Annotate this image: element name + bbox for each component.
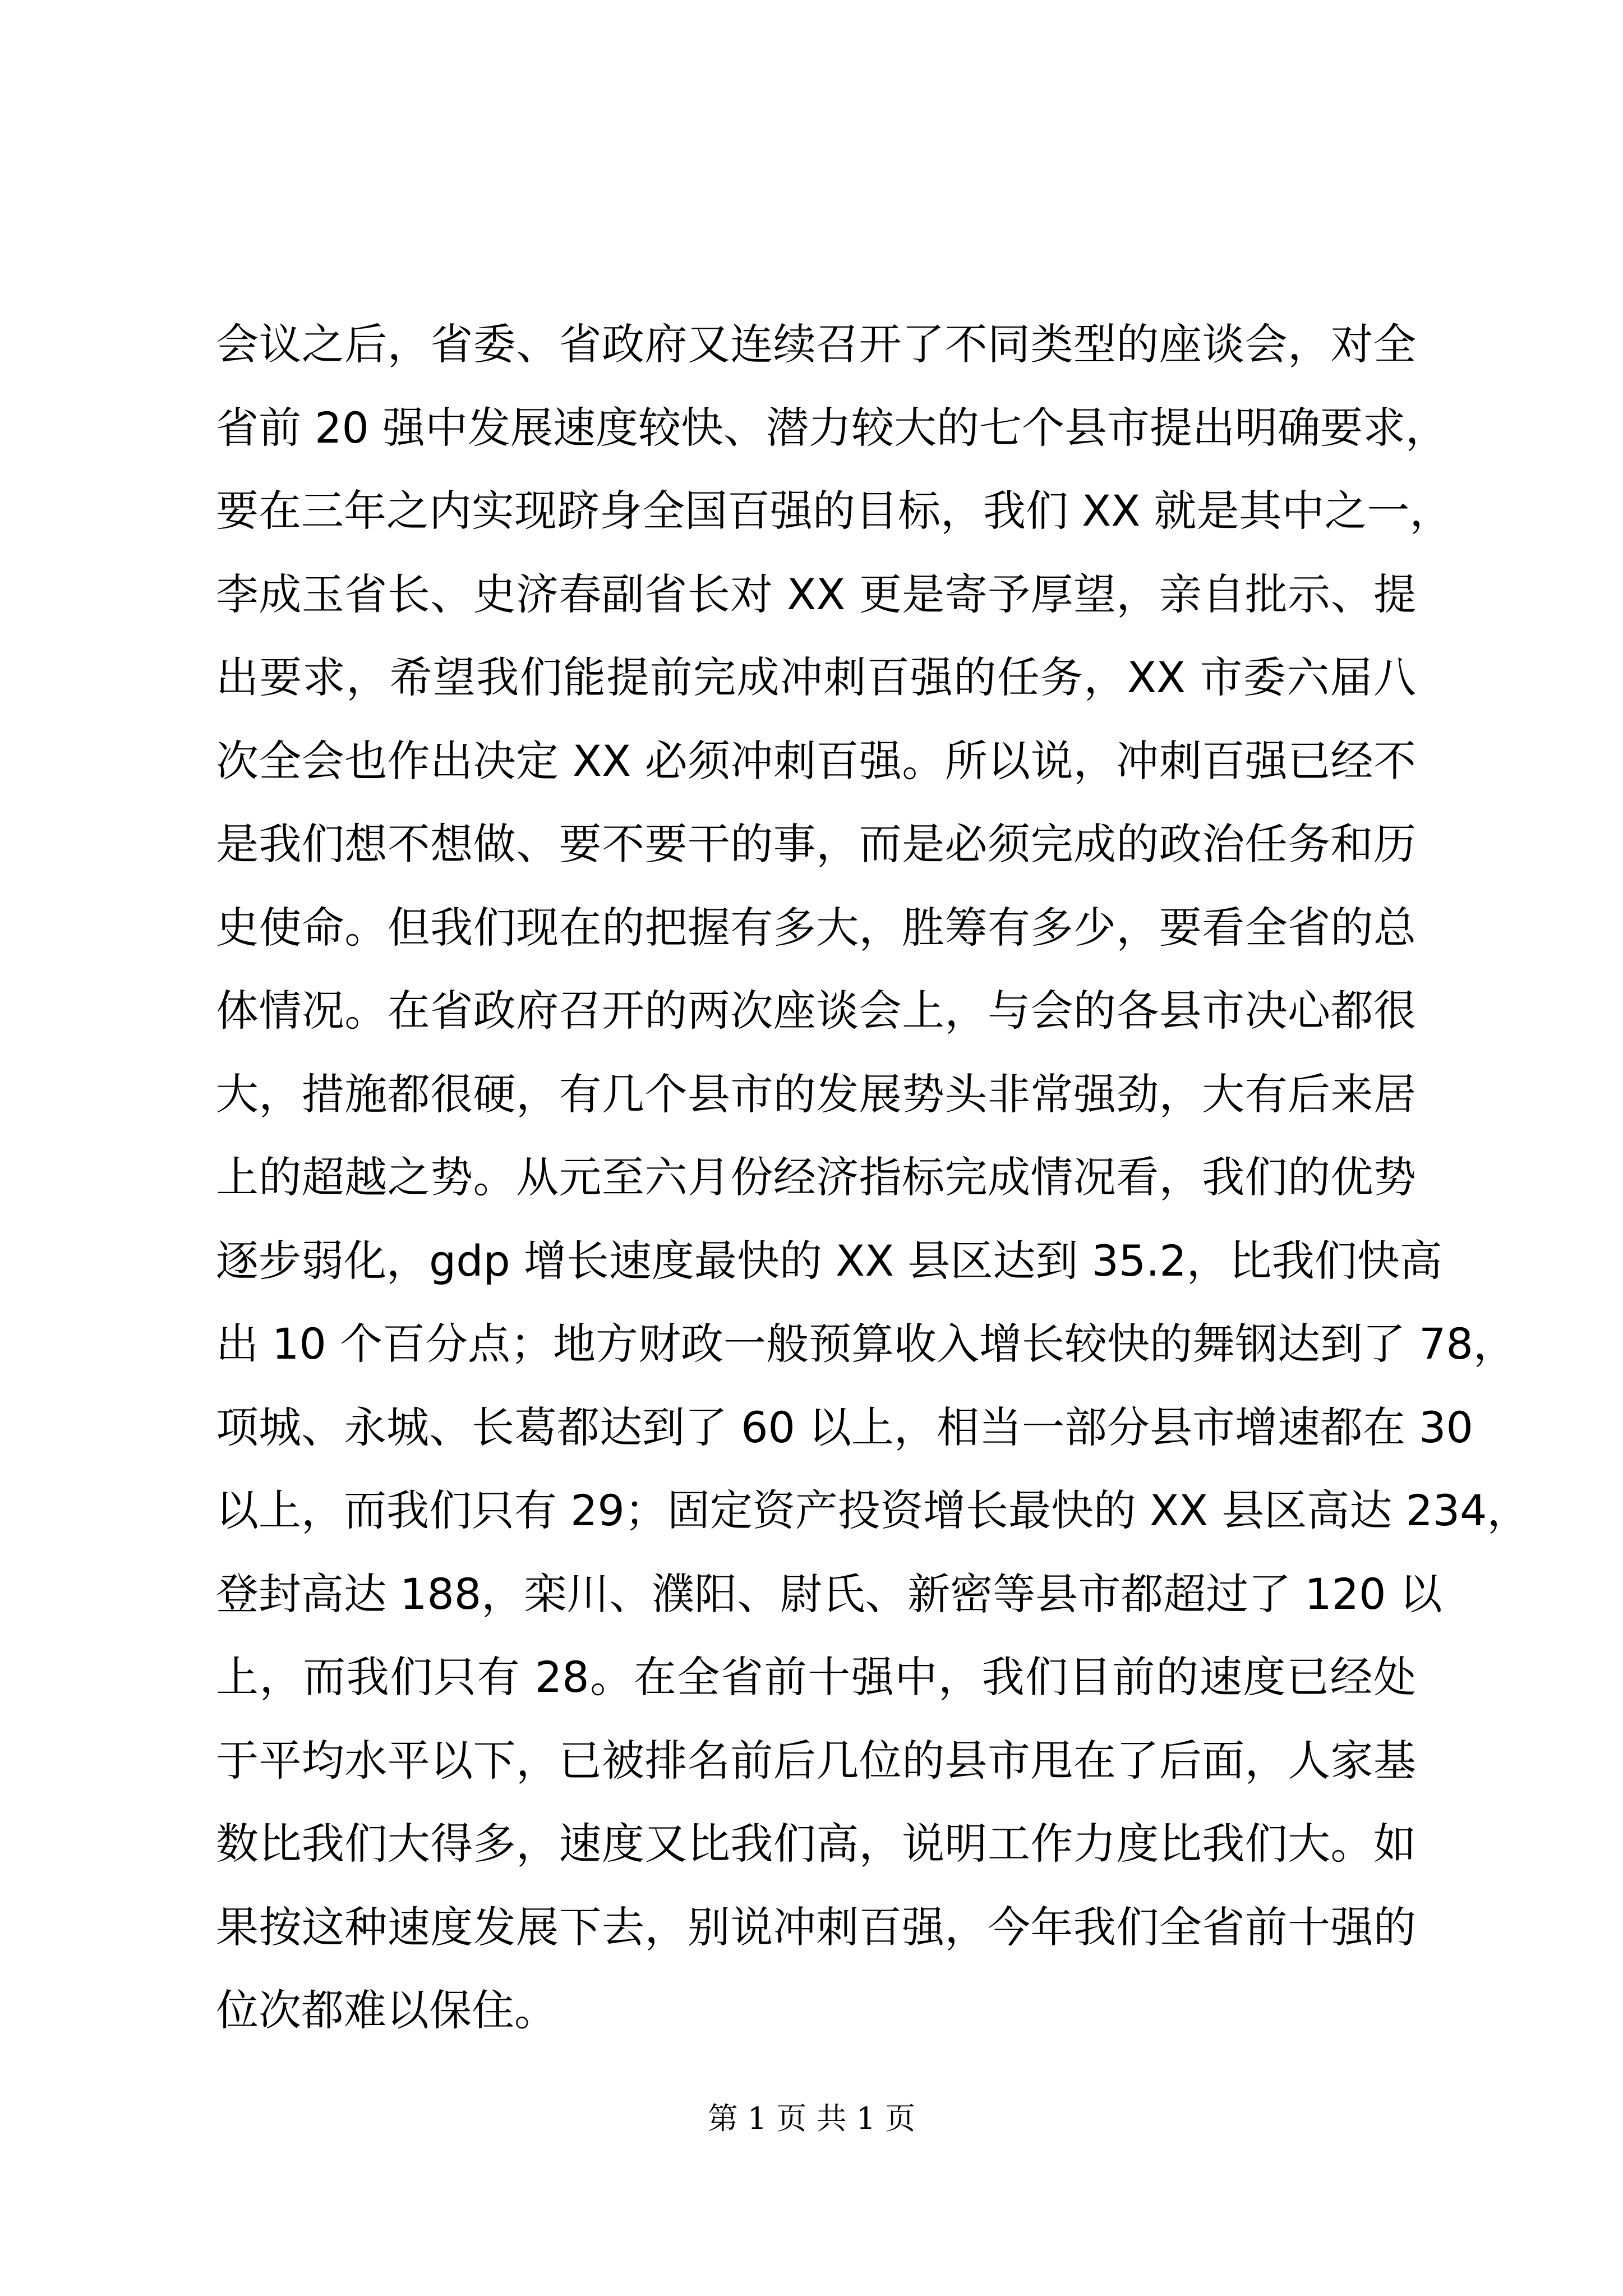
text-line: 会议之后，省委、省政府又连续召开了不同类型的座谈会，对全: [216, 319, 1416, 369]
text-line: 数比我们大得多，速度又比我们高，说明工作力度比我们大。如: [216, 1819, 1416, 1869]
body-paragraph: [216, 303, 1530, 2053]
text-line: 是我们想不想做、要不要干的事，而是必须完成的政治任务和历: [216, 819, 1416, 869]
text-line: 项城、永城、长葛都达到了 60 以上，相当一部分县市增速都在 30: [216, 1402, 1473, 1452]
page-number-footer: 第 1 页 共 1 页: [707, 2101, 916, 2136]
text-line: 体情况。在省政府召开的两次座谈会上，与会的各县市决心都很: [216, 986, 1416, 1036]
text-line: 果按这种速度发展下去，别说冲刺百强，今年我们全省前十强的: [216, 1902, 1416, 1952]
text-line: 省前 20 强中发展速度较快、潜力较大的七个县市提出明确要求，: [216, 402, 1449, 453]
text-line: 位次都难以保住。: [216, 1985, 557, 2035]
text-line: 于平均水平以下，已被排名前后几位的县市甩在了后面，人家基: [216, 1735, 1416, 1786]
text-line: 次全会也作出决定 XX 必须冲刺百强。所以说，冲刺百强已经不: [216, 735, 1416, 786]
text-line: 上的超越之势。从元至六月份经济指标完成情况看，我们的优势: [216, 1152, 1416, 1202]
text-line: 出要求，希望我们能提前完成冲刺百强的任务，XX 市委六届八: [216, 652, 1416, 702]
text-line: 上，而我们只有 28。在全省前十强中，我们目前的速度已经处: [216, 1652, 1416, 1702]
text-line: 大，措施都很硬，有几个县市的发展势头非常强劲，大有后来居: [216, 1069, 1416, 1119]
text-line: 李成玉省长、史济春副省长对 XX 更是寄予厚望，亲自批示、提: [216, 569, 1416, 619]
text-line: 登封高达 188，栾川、濮阳、尉氏、新密等县市都超过了 120 以: [216, 1568, 1442, 1619]
text-line: 以上，而我们只有 29；固定资产投资增长最快的 XX 县区高达 234，: [216, 1485, 1530, 1535]
text-line: 史使命。但我们现在的把握有多大，胜筹有多少，要看全省的总: [216, 902, 1416, 953]
text-line: 要在三年之内实现跻身全国百强的目标，我们 XX 就是其中之一，: [216, 486, 1453, 536]
text-line: 逐步弱化，gdp 增长速度最快的 XX 县区达到 35.2，比我们快高: [216, 1235, 1442, 1286]
text-line: 出 10 个百分点；地方财政一般预算收入增长较快的舞钢达到了 78，: [216, 1319, 1516, 1369]
